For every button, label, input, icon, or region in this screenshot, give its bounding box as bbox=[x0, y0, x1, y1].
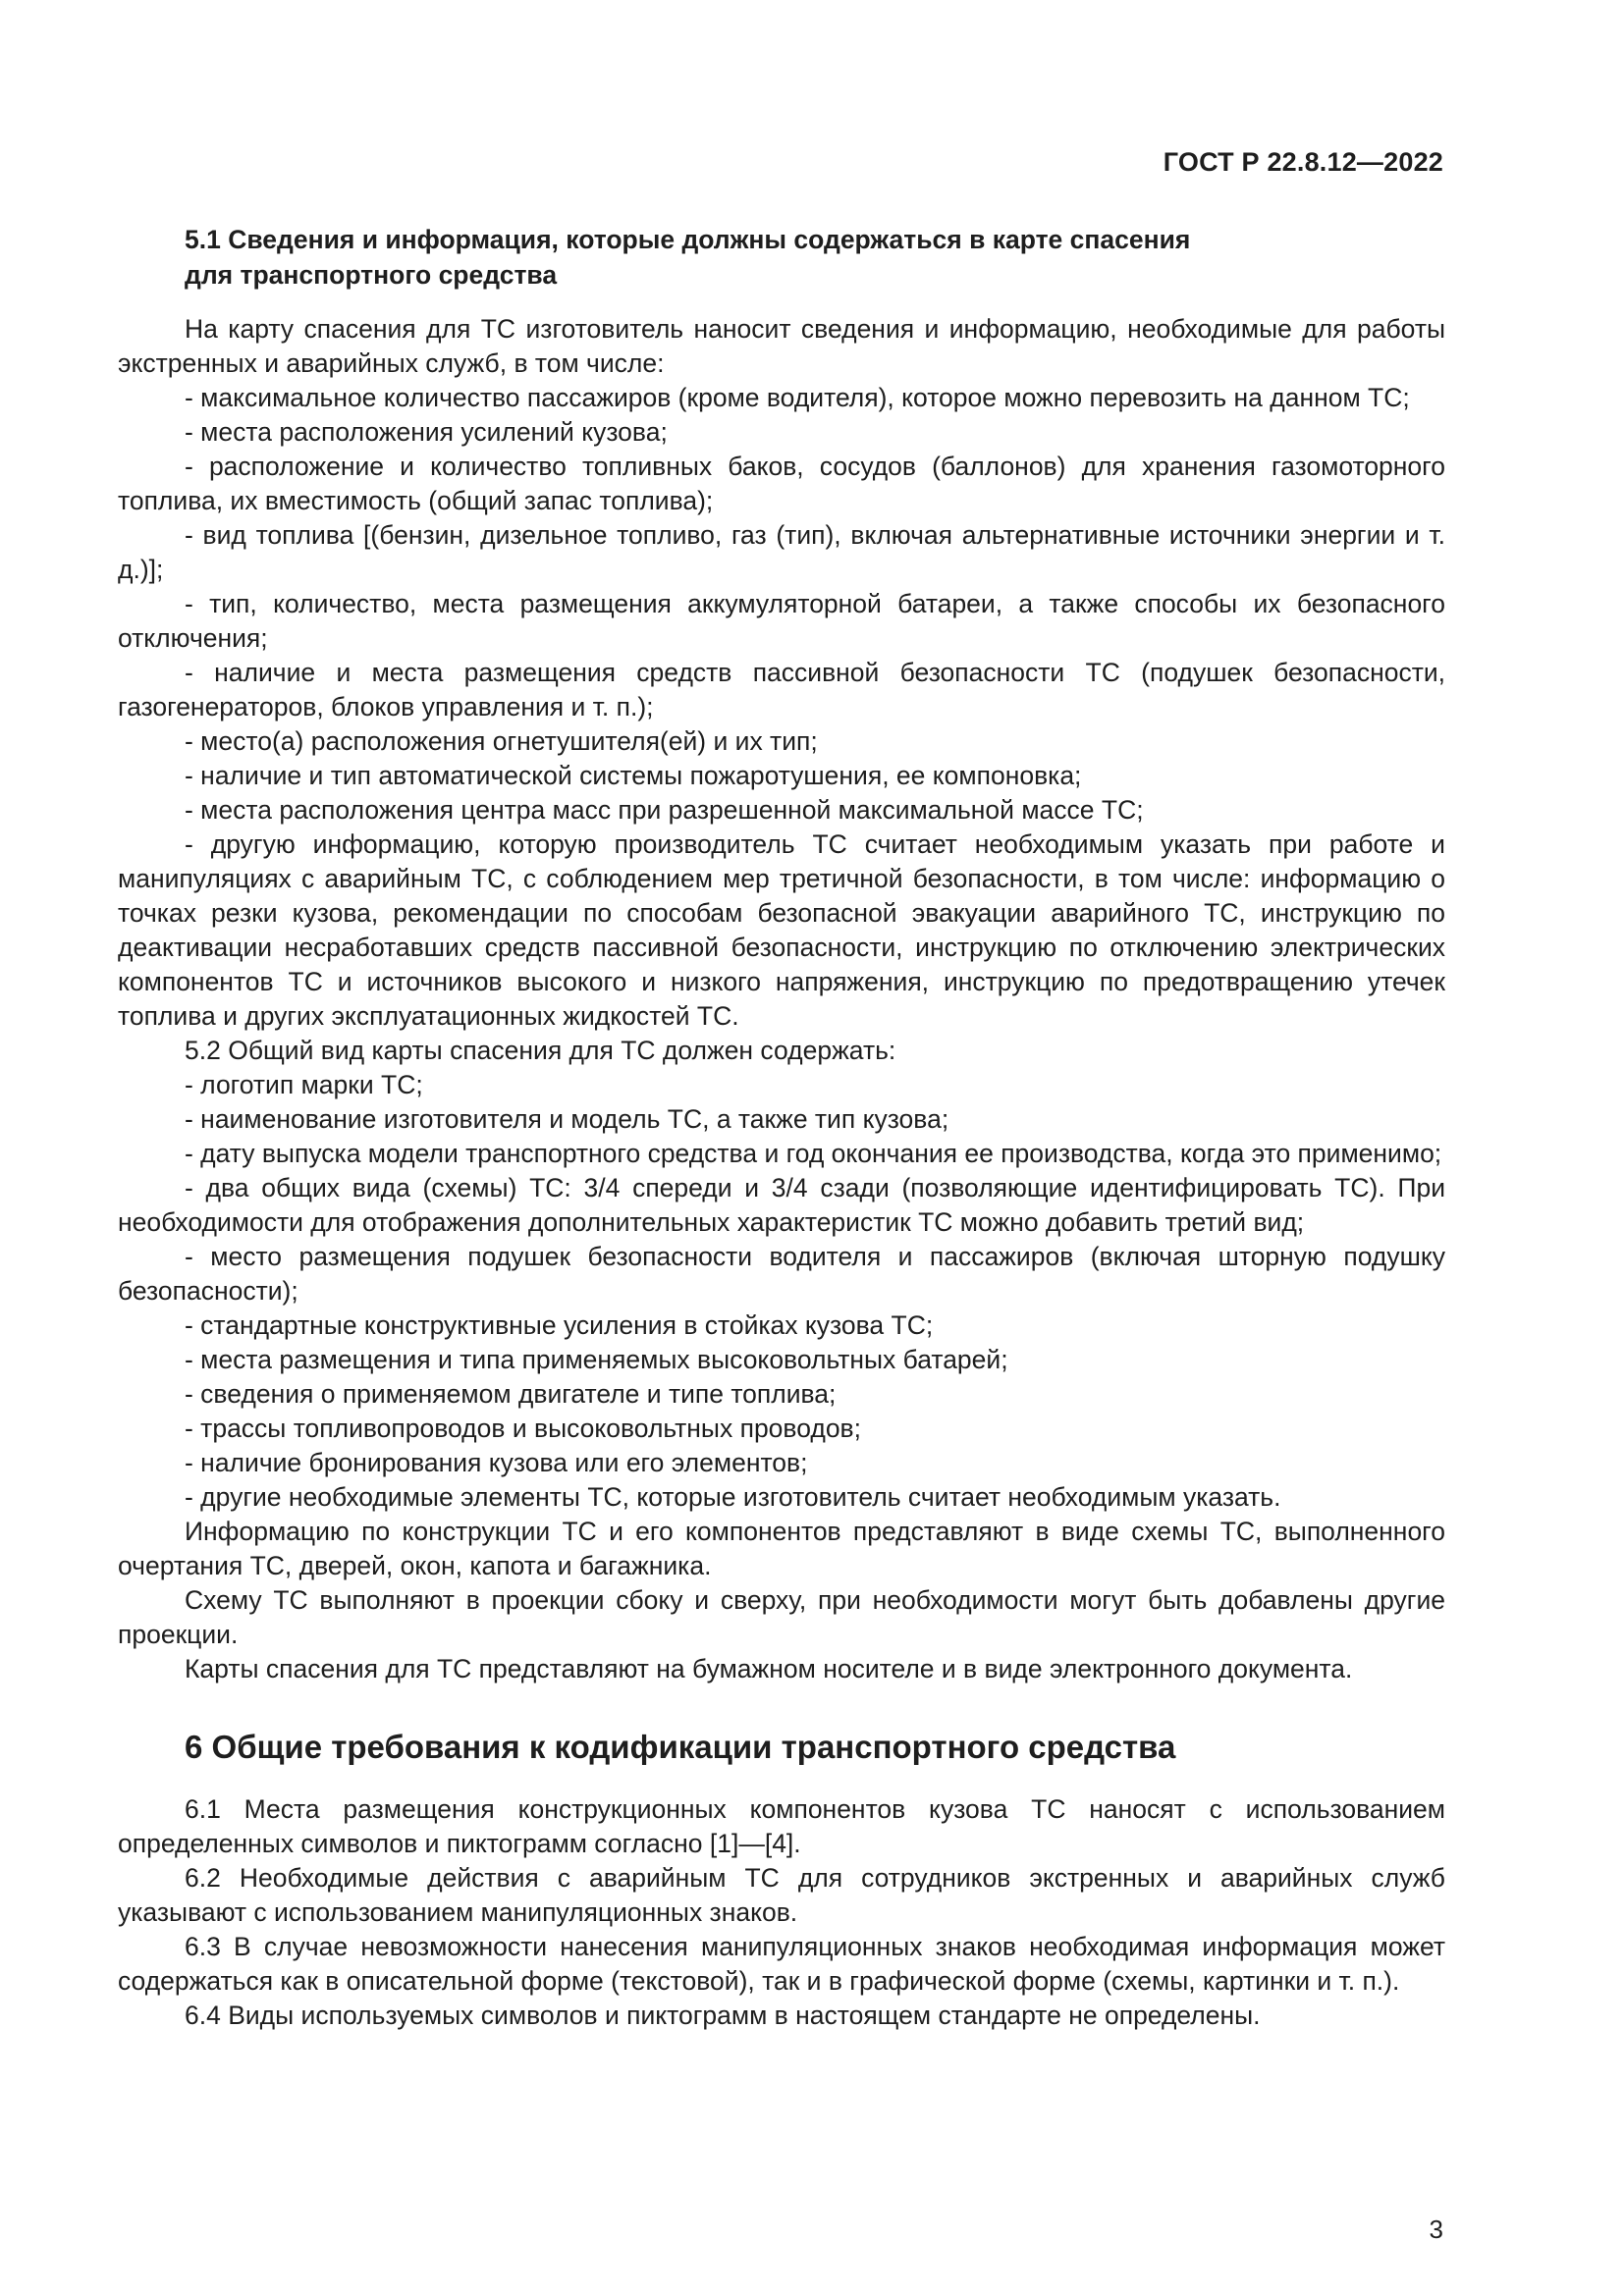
list-item: - два общих вида (схемы) ТС: 3/4 спереди и 3/4 сзади (позволяющие идентифицировать ТС). При необходимости для отображения дополнительных характеристик ТС можно добавить третий вид; bbox=[118, 1173, 1445, 1237]
section-5-1-title-line-1: 5.1 Сведения и информация, которые должны содержаться в карте спасения bbox=[185, 225, 1191, 254]
clause-5-2: 5.2 Общий вид карты спасения для ТС должен содержать: bbox=[185, 1036, 896, 1065]
list-item: - наличие и места размещения средств пассивной безопасности ТС (подушек безопасности, газогенераторов, блоков управления и т. п.); bbox=[118, 658, 1445, 721]
list-item: - место размещения подушек безопасности водителя и пассажиров (включая шторную подушку безопасности); bbox=[118, 1242, 1445, 1306]
list-item: - другие необходимые элементы ТС, которые изготовитель считает необходимым указать. bbox=[185, 1482, 1281, 1512]
list-item: - трассы топливопроводов и высоковольтных проводов; bbox=[185, 1414, 861, 1443]
list-item: - места расположения усилений кузова; bbox=[185, 417, 668, 447]
list-item: - места расположения центра масс при разрешенной максимальной массе ТС; bbox=[185, 795, 1144, 825]
paragraph: Схему ТС выполняют в проекции сбоку и сверху, при необходимости могут быть добавлены другие проекции. bbox=[118, 1585, 1445, 1649]
list-item: - тип, количество, места размещения аккумуляторной батареи, а также способы их безопасного отключения; bbox=[118, 589, 1445, 653]
list-item: - наличие бронирования кузова или его элементов; bbox=[185, 1448, 808, 1477]
list-item: - максимальное количество пассажиров (кроме водителя), которое можно перевозить на данном ТС; bbox=[185, 383, 1410, 412]
clause-6-4: 6.4 Виды используемых символов и пиктограмм в настоящем стандарте не определены. bbox=[185, 2001, 1261, 2030]
list-item: - места размещения и типа применяемых высоковольтных батарей; bbox=[185, 1345, 1008, 1374]
page-body bbox=[118, 222, 1445, 2033]
list-item: - сведения о применяемом двигателе и типе топлива; bbox=[185, 1379, 837, 1409]
list-item: - стандартные конструктивные усиления в стойках кузова ТС; bbox=[185, 1310, 934, 1340]
document-code: ГОСТ Р 22.8.12—2022 bbox=[1163, 147, 1443, 177]
list-item: - наличие и тип автоматической системы пожаротушения, ее компоновка; bbox=[185, 761, 1082, 790]
section-5-1-body bbox=[118, 312, 1445, 1686]
clause-6-1: 6.1 Места размещения конструкционных компонентов кузова ТС наносят с использованием определенных символов и пиктограмм согласно [1]—[4]. bbox=[118, 1794, 1445, 1858]
list-item: - дату выпуска модели транспортного средства и год окончания ее производства, когда это применимо; bbox=[185, 1139, 1442, 1168]
section-6-heading: 6 Общие требования к кодификации транспортного средства bbox=[185, 1729, 1176, 1765]
clause-6-3: 6.3 В случае невозможности нанесения манипуляционных знаков необходимая информация может содержаться как в описательной форме (текстовой), так и в графической форме (схемы, картинки и т. п.). bbox=[118, 1932, 1445, 1996]
list-item: - логотип марки ТС; bbox=[185, 1070, 423, 1099]
paragraph: Информацию по конструкции ТС и его компонентов представляют в виде схемы ТС, выполненного очертания ТС, дверей, окон, капота и багажника. bbox=[118, 1517, 1445, 1580]
clause-6-2: 6.2 Необходимые действия с аварийным ТС для сотрудников экстренных и аварийных служб указывают с использованием манипуляционных знаков. bbox=[118, 1863, 1445, 1927]
page-number: 3 bbox=[1429, 2215, 1443, 2244]
list-item: - вид топлива [(бензин, дизельное топливо, газ (тип), включая альтернативные источники энергии и т. д.)]; bbox=[118, 520, 1445, 584]
paragraph: Карты спасения для ТС представляют на бумажном носителе и в виде электронного документа. bbox=[185, 1654, 1353, 1683]
list-item: - расположение и количество топливных баков, сосудов (баллонов) для хранения газомоторного топлива, их вместимость (общий запас топлива); bbox=[118, 452, 1445, 515]
section-5-1-title-line-2: для транспортного средства bbox=[185, 260, 558, 290]
section-6-body bbox=[118, 1792, 1445, 2033]
paragraph: На карту спасения для ТС изготовитель наносит сведения и информацию, необходимые для работы экстренных и аварийных служб, в том числе: bbox=[118, 314, 1445, 378]
list-item: - наименование изготовителя и модель ТС, а также тип кузова; bbox=[185, 1104, 949, 1134]
list-item: - место(а) расположения огнетушителя(ей) и их тип; bbox=[185, 726, 818, 756]
list-item: - другую информацию, которую производитель ТС считает необходимым указать при работе и манипуляциях с аварийным ТС, с соблюдением мер третичной безопасности, в том числе: информацию о точках резки кузова, рекомендации по способам безопасной эвакуации аварийного ТС, инструкцию по деактивации несработавших средств пассивной безопасности, инструкцию по отключению электрических компонентов ТС и источников высокого и низкого напряжения, инструкцию по предотвращению утечек топлива и других эксплуатационных жидкостей ТС. bbox=[118, 829, 1445, 1031]
